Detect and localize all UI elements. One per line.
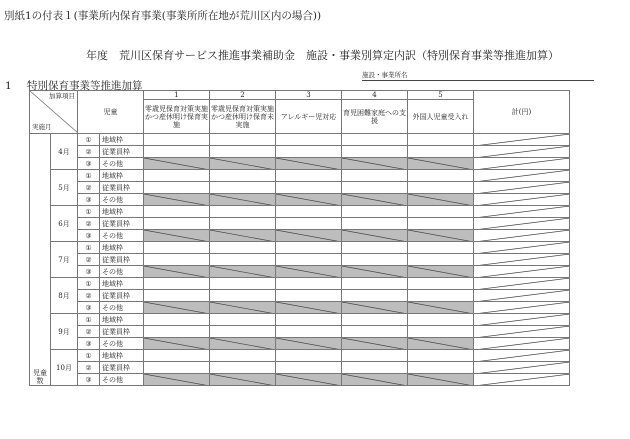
corner-bottom-label: 実施月 xyxy=(32,123,52,131)
disabled-cell xyxy=(276,194,342,206)
total-cell xyxy=(474,374,570,386)
entry-cell[interactable] xyxy=(210,362,276,374)
month-label: 7月 xyxy=(51,242,78,278)
entry-cell[interactable] xyxy=(144,326,210,338)
column-number: 1 xyxy=(144,91,210,100)
table-row xyxy=(30,218,570,230)
entry-cell[interactable] xyxy=(210,182,276,194)
entry-cell[interactable] xyxy=(408,182,474,194)
disabled-cell xyxy=(210,374,276,386)
entry-cell[interactable] xyxy=(210,146,276,158)
disabled-cell xyxy=(144,302,210,314)
row-number: ② xyxy=(78,290,100,302)
entry-cell[interactable] xyxy=(276,134,342,146)
row-number: ② xyxy=(78,146,100,158)
column-title: 零歳児保育対策実施かつ産休明け保育実施 xyxy=(144,100,210,134)
disabled-cell xyxy=(408,374,474,386)
disabled-cell xyxy=(342,230,408,242)
disabled-cell xyxy=(144,158,210,170)
disabled-cell xyxy=(342,266,408,278)
entry-cell[interactable] xyxy=(210,218,276,230)
entry-cell[interactable] xyxy=(276,278,342,290)
entry-cell[interactable] xyxy=(276,290,342,302)
facility-name-field[interactable]: 施設・事業所名 xyxy=(362,70,594,81)
entry-cell[interactable] xyxy=(408,170,474,182)
disabled-cell xyxy=(342,158,408,170)
month-label: 9月 xyxy=(51,314,78,350)
entry-cell[interactable] xyxy=(144,134,210,146)
disabled-cell xyxy=(144,338,210,350)
row-label: その他 xyxy=(100,266,144,278)
disabled-cell xyxy=(408,158,474,170)
row-number: ② xyxy=(78,362,100,374)
disabled-cell xyxy=(276,230,342,242)
entry-cell[interactable] xyxy=(276,362,342,374)
row-number: ① xyxy=(78,314,100,326)
entry-cell[interactable] xyxy=(342,278,408,290)
entry-cell[interactable] xyxy=(342,350,408,362)
table-row xyxy=(30,146,570,158)
row-number: ③ xyxy=(78,374,100,386)
disabled-cell xyxy=(408,338,474,350)
entry-cell[interactable] xyxy=(144,362,210,374)
disabled-cell xyxy=(210,266,276,278)
total-cell xyxy=(474,362,570,374)
row-label: 従業員枠 xyxy=(100,290,144,302)
entry-cell[interactable] xyxy=(144,278,210,290)
column-number: 5 xyxy=(408,91,474,100)
row-number: ① xyxy=(78,278,100,290)
row-label: 従業員枠 xyxy=(100,326,144,338)
row-label: その他 xyxy=(100,230,144,242)
table-row xyxy=(30,290,570,302)
entry-cell[interactable] xyxy=(210,350,276,362)
row-label: 従業員枠 xyxy=(100,254,144,266)
disabled-cell xyxy=(276,266,342,278)
column-title: 外国人児童受入れ xyxy=(408,100,474,134)
total-cell xyxy=(474,194,570,206)
total-cell xyxy=(474,230,570,242)
total-cell xyxy=(474,170,570,182)
row-label: 従業員枠 xyxy=(100,362,144,374)
entry-cell[interactable] xyxy=(408,290,474,302)
disabled-cell xyxy=(144,374,210,386)
table-row xyxy=(30,230,570,242)
entry-cell[interactable] xyxy=(276,314,342,326)
row-label: 地域枠 xyxy=(100,134,144,146)
column-number: 3 xyxy=(276,91,342,100)
total-cell xyxy=(474,158,570,170)
disabled-cell xyxy=(210,230,276,242)
total-cell xyxy=(474,266,570,278)
children-header: 児童 xyxy=(78,91,144,134)
disabled-cell xyxy=(276,158,342,170)
row-number: ③ xyxy=(78,338,100,350)
total-cell xyxy=(474,290,570,302)
column-title: 零歳児保育対策実施かつ産休明け保育未実施 xyxy=(210,100,276,134)
entry-cell[interactable] xyxy=(342,182,408,194)
row-label: その他 xyxy=(100,374,144,386)
entry-cell[interactable] xyxy=(342,326,408,338)
table-row xyxy=(30,206,570,218)
month-label: 5月 xyxy=(51,170,78,206)
entry-cell[interactable] xyxy=(276,326,342,338)
disabled-cell xyxy=(276,374,342,386)
corner-top-label: 加算項目 xyxy=(49,92,75,100)
entry-cell[interactable] xyxy=(144,218,210,230)
entry-cell[interactable] xyxy=(408,314,474,326)
entry-cell[interactable] xyxy=(210,254,276,266)
disabled-cell xyxy=(342,338,408,350)
entry-cell[interactable] xyxy=(342,206,408,218)
entry-cell[interactable] xyxy=(210,314,276,326)
disabled-cell xyxy=(408,230,474,242)
total-cell xyxy=(474,206,570,218)
entry-cell[interactable] xyxy=(342,134,408,146)
entry-cell[interactable] xyxy=(210,206,276,218)
month-label: 4月 xyxy=(51,134,78,170)
column-title: アレルギー児対応 xyxy=(276,100,342,134)
disabled-cell xyxy=(342,194,408,206)
row-number: ② xyxy=(78,254,100,266)
entry-cell[interactable] xyxy=(408,278,474,290)
disabled-cell xyxy=(276,338,342,350)
row-number: ③ xyxy=(78,302,100,314)
row-number: ① xyxy=(78,350,100,362)
disabled-cell xyxy=(342,302,408,314)
table-row xyxy=(30,326,570,338)
table-row xyxy=(30,350,570,362)
total-header: 計(円) xyxy=(474,91,570,134)
total-cell xyxy=(474,218,570,230)
entry-cell[interactable] xyxy=(342,362,408,374)
table-row xyxy=(30,170,570,182)
entry-cell[interactable] xyxy=(210,278,276,290)
total-cell xyxy=(474,314,570,326)
disabled-cell xyxy=(408,302,474,314)
table-row xyxy=(30,278,570,290)
table-row xyxy=(30,266,570,278)
total-cell xyxy=(474,278,570,290)
entry-cell[interactable] xyxy=(210,134,276,146)
entry-cell[interactable] xyxy=(144,254,210,266)
total-cell xyxy=(474,302,570,314)
row-label: 地域枠 xyxy=(100,350,144,362)
column-title: 育児困難家庭への支援 xyxy=(342,100,408,134)
row-number: ① xyxy=(78,206,100,218)
row-label: その他 xyxy=(100,194,144,206)
entry-cell[interactable] xyxy=(210,242,276,254)
table-row xyxy=(30,302,570,314)
entry-cell[interactable] xyxy=(276,206,342,218)
entry-cell[interactable] xyxy=(408,134,474,146)
table-corner-cell xyxy=(30,91,78,134)
disabled-cell xyxy=(342,374,408,386)
row-label: 従業員枠 xyxy=(100,218,144,230)
row-number: ① xyxy=(78,242,100,254)
entry-cell[interactable] xyxy=(408,218,474,230)
entry-cell[interactable] xyxy=(276,170,342,182)
entry-cell[interactable] xyxy=(276,242,342,254)
entry-cell[interactable] xyxy=(210,290,276,302)
entry-cell[interactable] xyxy=(144,242,210,254)
table-row xyxy=(30,374,570,386)
table-row xyxy=(30,182,570,194)
disabled-cell xyxy=(144,194,210,206)
disabled-cell xyxy=(144,266,210,278)
entry-cell[interactable] xyxy=(342,218,408,230)
table-row xyxy=(30,242,570,254)
disabled-cell xyxy=(408,266,474,278)
row-label: その他 xyxy=(100,338,144,350)
entry-cell[interactable] xyxy=(342,170,408,182)
entry-cell[interactable] xyxy=(342,290,408,302)
total-cell xyxy=(474,242,570,254)
row-number: ② xyxy=(78,326,100,338)
row-label: その他 xyxy=(100,158,144,170)
disabled-cell xyxy=(210,338,276,350)
row-number: ③ xyxy=(78,230,100,242)
table-row xyxy=(30,254,570,266)
side-label: 児童数 xyxy=(30,134,51,386)
row-label: その他 xyxy=(100,302,144,314)
entry-cell[interactable] xyxy=(144,146,210,158)
entry-cell[interactable] xyxy=(408,362,474,374)
entry-cell[interactable] xyxy=(144,206,210,218)
entry-cell[interactable] xyxy=(342,314,408,326)
row-label: 地域枠 xyxy=(100,278,144,290)
entry-cell[interactable] xyxy=(210,170,276,182)
entry-cell[interactable] xyxy=(408,242,474,254)
table-row xyxy=(30,194,570,206)
column-number: 2 xyxy=(210,91,276,100)
total-cell xyxy=(474,134,570,146)
entry-cell[interactable] xyxy=(276,182,342,194)
total-cell xyxy=(474,146,570,158)
row-number: ① xyxy=(78,134,100,146)
month-label: 6月 xyxy=(51,206,78,242)
entry-cell[interactable] xyxy=(408,350,474,362)
total-cell xyxy=(474,350,570,362)
section-number: 1 xyxy=(5,80,12,92)
row-label: 従業員枠 xyxy=(100,182,144,194)
disabled-cell xyxy=(210,194,276,206)
column-number: 4 xyxy=(342,91,408,100)
entry-cell[interactable] xyxy=(144,350,210,362)
table-row xyxy=(30,134,570,146)
month-label: 10月 xyxy=(51,350,78,386)
entry-cell[interactable] xyxy=(408,326,474,338)
total-cell xyxy=(474,338,570,350)
row-label: 従業員枠 xyxy=(100,146,144,158)
entry-cell[interactable] xyxy=(408,206,474,218)
entry-cell[interactable] xyxy=(342,254,408,266)
section-title: 特別保育事業等推進加算 xyxy=(27,80,143,92)
entry-cell[interactable] xyxy=(408,254,474,266)
entry-cell[interactable] xyxy=(144,314,210,326)
total-cell xyxy=(474,254,570,266)
entry-cell[interactable] xyxy=(144,290,210,302)
total-cell xyxy=(474,326,570,338)
row-number: ① xyxy=(78,170,100,182)
row-number: ② xyxy=(78,182,100,194)
disabled-cell xyxy=(210,158,276,170)
month-label: 8月 xyxy=(51,278,78,314)
row-number: ③ xyxy=(78,194,100,206)
table-row xyxy=(30,338,570,350)
row-label: 地域枠 xyxy=(100,206,144,218)
table-row xyxy=(30,158,570,170)
row-label: 地域枠 xyxy=(100,314,144,326)
entry-cell[interactable] xyxy=(144,182,210,194)
disabled-cell xyxy=(408,194,474,206)
entry-cell[interactable] xyxy=(276,254,342,266)
disabled-cell xyxy=(144,230,210,242)
entry-cell[interactable] xyxy=(342,146,408,158)
disabled-cell xyxy=(276,302,342,314)
table-row xyxy=(30,314,570,326)
row-label: 地域枠 xyxy=(100,242,144,254)
document-note: 別紙1の付表１(事業所内保育事業(事業所所在地が荒川区内の場合)) xyxy=(4,10,322,22)
entry-cell[interactable] xyxy=(276,146,342,158)
row-number: ③ xyxy=(78,266,100,278)
row-number: ② xyxy=(78,218,100,230)
entry-cell[interactable] xyxy=(144,170,210,182)
entry-cell[interactable] xyxy=(210,326,276,338)
disabled-cell xyxy=(210,302,276,314)
row-label: 地域枠 xyxy=(100,170,144,182)
row-number: ③ xyxy=(78,158,100,170)
table-row xyxy=(30,362,570,374)
entry-cell[interactable] xyxy=(276,350,342,362)
total-cell xyxy=(474,182,570,194)
entry-cell[interactable] xyxy=(408,146,474,158)
document-title: 年度 荒川区保育サービス推進事業補助金 施設・事業別算定内訳（特別保育事業等推進加算） xyxy=(86,49,559,62)
calculation-table xyxy=(29,90,570,386)
entry-cell[interactable] xyxy=(342,242,408,254)
entry-cell[interactable] xyxy=(276,218,342,230)
